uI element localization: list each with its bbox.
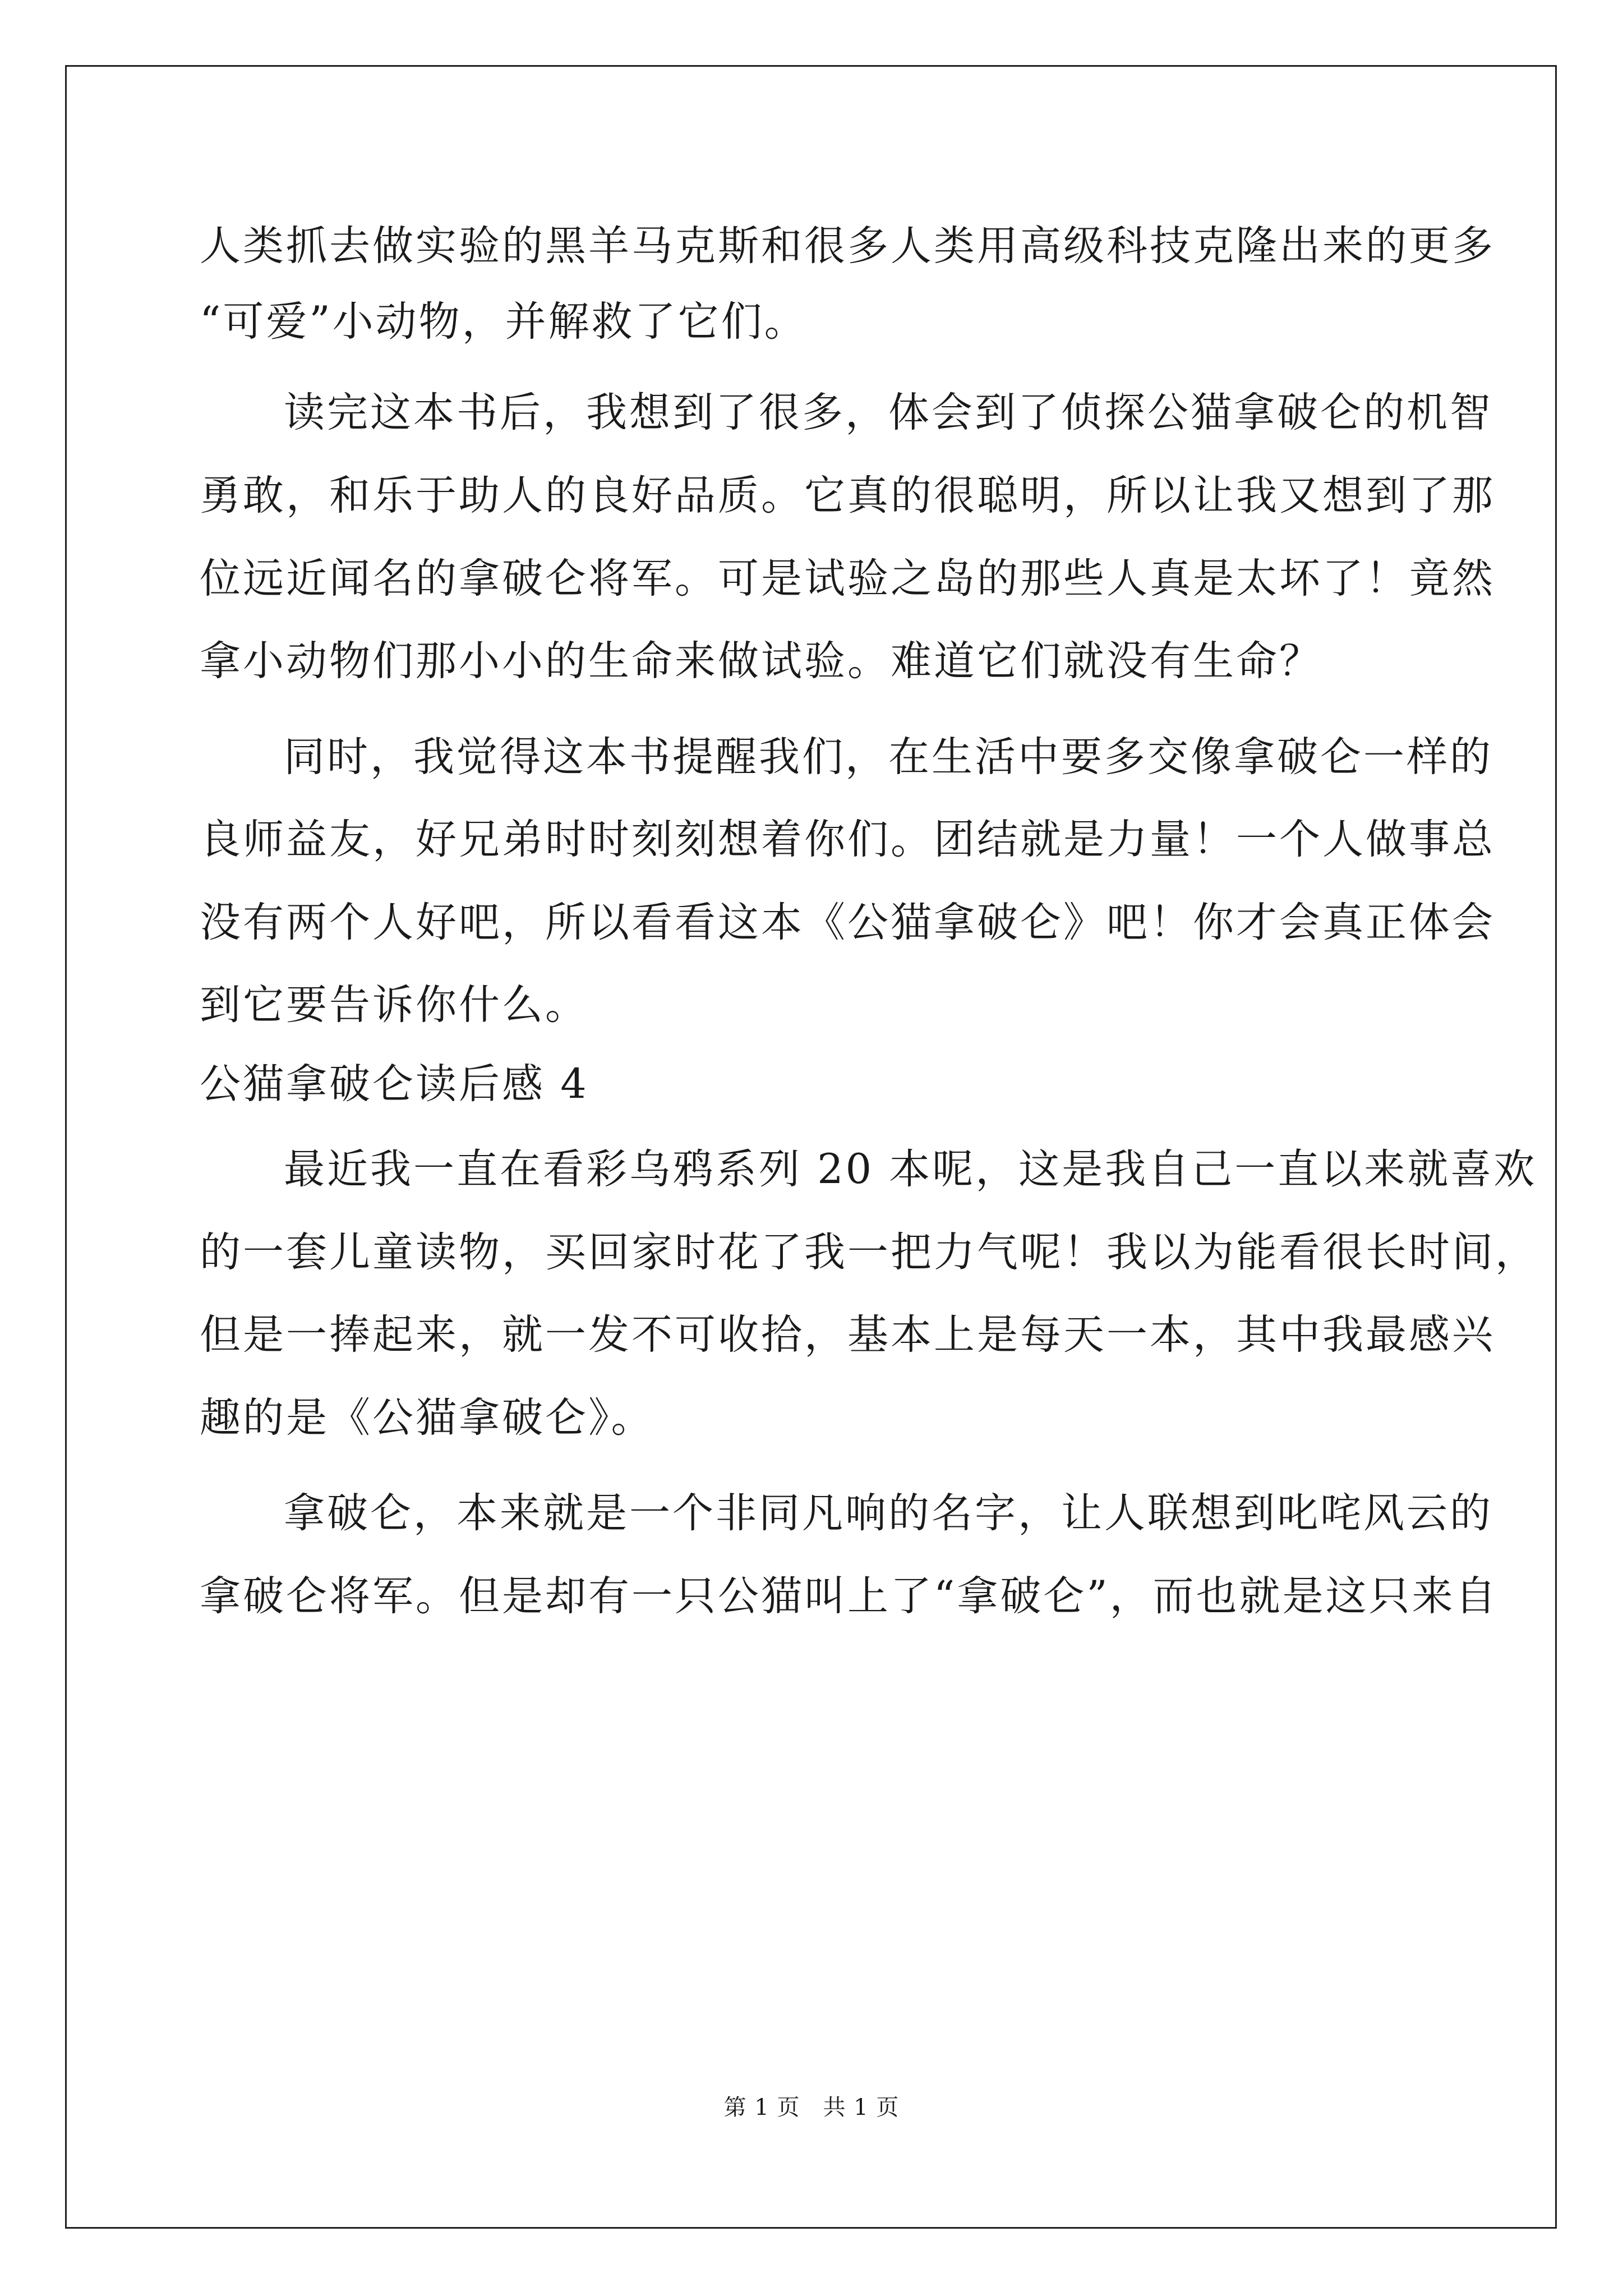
paragraph-line: 读完这本书后，我想到了很多，体会到了侦探公猫拿破仑的机智: [284, 389, 1493, 436]
paragraph-line: 到它要告诉你什么。: [200, 981, 588, 1029]
paragraph-line: 最近我一直在看彩乌鸦系列 20 本呢，这是我自己一直以来就喜欢: [284, 1145, 1537, 1193]
paragraph-line: 但是一捧起来，就一发不可收拾，基本上是每天一本，其中我最感兴: [200, 1311, 1495, 1359]
paragraph-line: 人类抓去做实验的黑羊马克斯和很多人类用高级科技克隆出来的更多: [200, 222, 1495, 270]
paragraph-line: 拿破仑将军。但是却有一只公猫叫上了“拿破仑”，而也就是这只来自: [200, 1572, 1498, 1620]
paragraph-line: 的一套儿童读物，买回家时花了我一把力气呢！我以为能看很长时间，: [200, 1228, 1538, 1276]
paragraph-line: “可爱”小动物，并解救了它们。: [200, 298, 808, 346]
paragraph-line: 拿破仑，本来就是一个非同凡响的名字，让人联想到叱咤风云的: [284, 1489, 1493, 1537]
paragraph-line: 没有两个人好吧，所以看看这本《公猫拿破仑》吧！你才会真正体会: [200, 899, 1495, 946]
paragraph-line: 勇敢，和乐于助人的良好品质。它真的很聪明，所以让我又想到了那: [200, 472, 1495, 519]
page-number: 第 1 页 共 1 页: [723, 2095, 900, 2120]
paragraph-line: 良师益友，好兄弟时时刻刻想着你们。团结就是力量！一个人做事总: [200, 816, 1495, 863]
paragraph-line: 同时，我觉得这本书提醒我们，在生活中要多交像拿破仑一样的: [284, 733, 1493, 781]
paragraph-line: 拿小动物们那小小的生命来做试验。难道它们就没有生命？: [200, 637, 1322, 685]
paragraph-line: 位远近闻名的拿破仑将军。可是试验之岛的那些人真是太坏了！竟然: [200, 555, 1495, 602]
section-heading: 公猫拿破仑读后感 4: [200, 1060, 589, 1108]
paragraph-line: 趣的是《公猫拿破仑》。: [200, 1394, 654, 1442]
